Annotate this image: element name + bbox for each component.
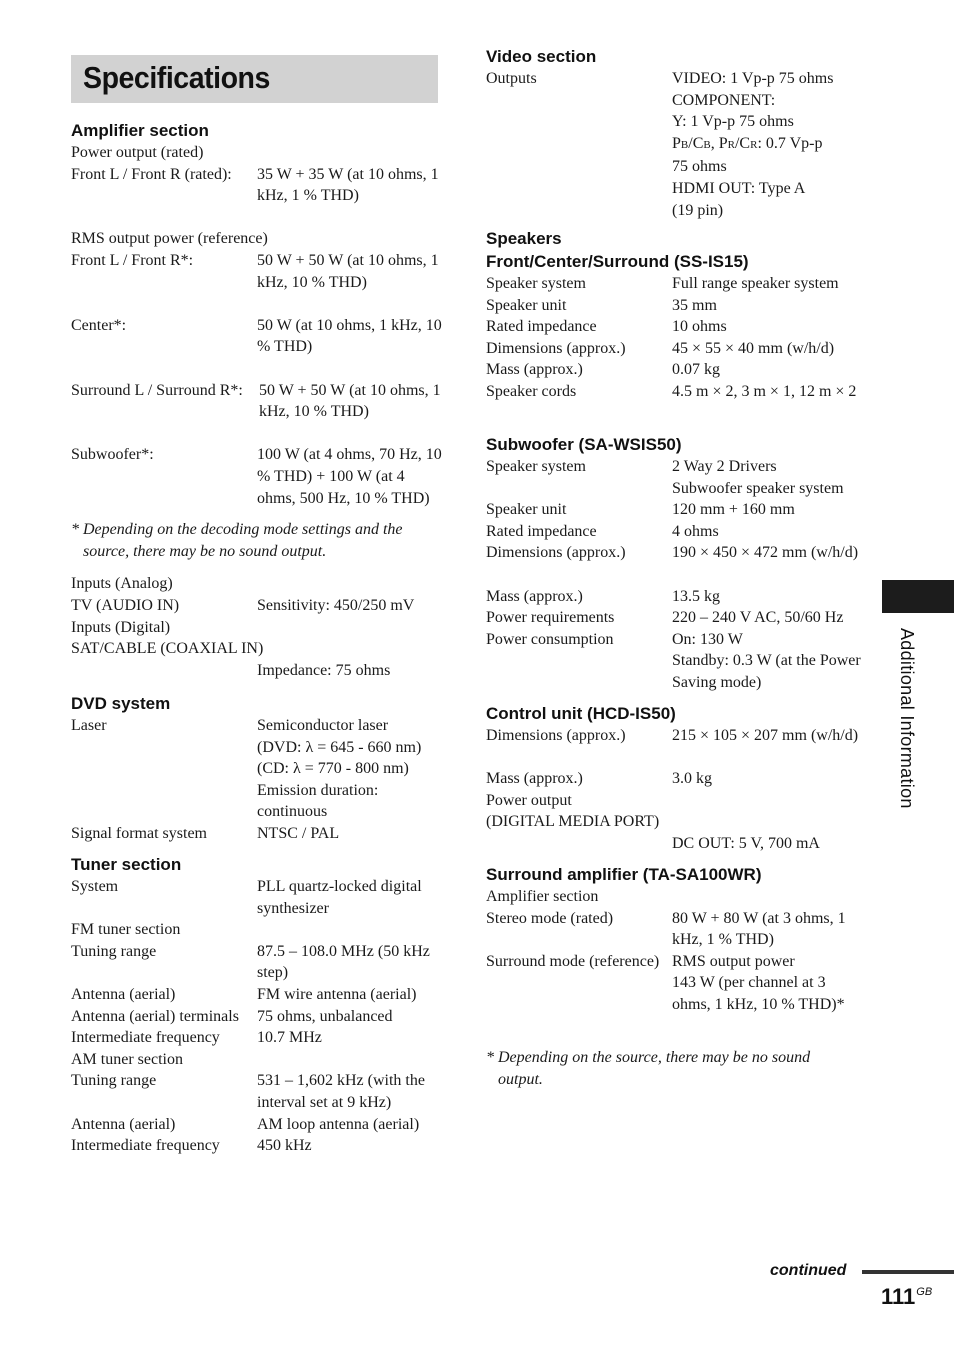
value-line: Subwoofer speaker system [672, 479, 844, 497]
video-section [486, 45, 866, 219]
spec-row-power-req [486, 607, 866, 629]
spec-row-sub-system [486, 456, 866, 499]
spec-key: Tuning range [71, 942, 157, 960]
dvd-heading: DVD system [71, 694, 171, 713]
spec-value: 75 ohms, unbalanced [257, 1007, 393, 1025]
continued-rule [862, 1270, 954, 1274]
output-line: PB/CB, PR/CR: 0.7 Vp-p [672, 134, 823, 152]
spec-row-am-range [71, 1070, 451, 1113]
page-number: $111^{GB}$ [881, 1284, 933, 1309]
spec-value: 50 W + 50 W (at 10 ohms, 1 kHz, 10 % THD) [257, 251, 439, 291]
spec-key: Power consumption [486, 630, 614, 648]
spec-key: Signal format system [71, 825, 207, 842]
spec-row-laser [71, 715, 451, 823]
spec-key: Mass (approx.) [486, 587, 583, 605]
spec-key: Speaker cords [486, 382, 577, 400]
value-line: RMS output power [672, 952, 795, 970]
note-line: output. [498, 1070, 543, 1088]
note-line: source, there may be no sound output. [83, 542, 327, 560]
spec-row-ctrl-dimensions [486, 725, 866, 768]
output-line: (19 pin) [672, 201, 724, 219]
output-line: HDMI OUT: Type A [672, 179, 806, 197]
value-line: 143 W (per channel at 3 ohms, 1 kHz, 10 % THD)* [672, 974, 845, 1013]
inputs-analog-label: Inputs (Analog) [71, 575, 173, 593]
spec-key: Speaker unit [486, 501, 567, 519]
spec-key: Intermediate frequency [71, 1029, 220, 1047]
spec-value: 35 mm [672, 296, 717, 314]
spec-row-surround [71, 380, 451, 445]
spec-row-fm-if [71, 1027, 451, 1049]
spec-row-rated-impedance [486, 316, 866, 338]
spec-value: Impedance: 75 ohms [257, 661, 391, 679]
spec-row-fm-range [71, 941, 451, 984]
spec-row-surround-mode [486, 951, 866, 1037]
spec-key: Antenna (aerial) terminals [71, 1007, 239, 1025]
page-title: Specifications [83, 60, 270, 95]
side-tab-label: Additional Information [897, 628, 917, 809]
spec-row-fm-terminals [71, 1006, 451, 1028]
spec-key: Front L / Front R (rated): [71, 165, 232, 183]
spec-key: TV (AUDIO IN) [71, 596, 180, 614]
spec-value [672, 629, 866, 694]
value-line: Standby: 0.3 W (at the Power Saving mode) [672, 652, 861, 691]
spec-value [672, 951, 852, 1016]
surround-amplifier-section [486, 863, 866, 1090]
output-line: 75 ohms [672, 158, 727, 176]
control-unit-section [486, 702, 866, 855]
spec-key: Speaker system [486, 458, 586, 475]
dvd-section [71, 692, 451, 845]
spec-key: Surround mode (reference) [486, 952, 660, 970]
spec-key: Front L / Front R*: [71, 251, 194, 269]
spec-value: 215 × 105 × 207 mm (w/h/d) [672, 727, 859, 744]
spec-row-sub-unit [486, 499, 866, 521]
spec-value: 0.07 kg [672, 361, 720, 379]
spec-value: 10.7 MHz [257, 1029, 322, 1047]
spec-value: 50 W (at 10 ohms, 1 kHz, 10 % THD) [257, 316, 442, 356]
spec-row-system [71, 876, 451, 919]
spec-row-sub-dimensions [486, 542, 866, 585]
spec-row-am-if [71, 1135, 451, 1157]
amplifier-heading: Amplifier section [71, 121, 209, 140]
spec-value: NTSC / PAL [257, 825, 340, 842]
spec-key: Surround L / Surround R*: [71, 381, 243, 399]
spec-key: Dimensions (approx.) [486, 544, 626, 562]
spec-key: Intermediate frequency [71, 1137, 220, 1155]
spec-row-speaker-unit [486, 295, 866, 317]
sat-cable-label: SAT/CABLE (COAXIAL IN) [71, 640, 264, 658]
continued-label: continued [770, 1262, 847, 1279]
speakers-section [486, 227, 866, 424]
spec-key: Outputs [486, 70, 537, 87]
spec-row-speaker-system [486, 273, 866, 295]
spec-row-sub-mass [486, 586, 866, 608]
spec-value: Full range speaker system [672, 275, 839, 292]
spec-key: Mass (approx.) [486, 770, 583, 788]
spec-value: 3.0 kg [672, 770, 712, 788]
laser-line: (DVD: λ = 645 - 660 nm) [257, 738, 422, 756]
spec-key: Antenna (aerial) [71, 1115, 176, 1133]
note-line: * Depending on the decoding mode settings and the [71, 521, 403, 539]
video-heading: Video section [486, 47, 597, 66]
spec-value: DC OUT: 5 V, 700 mA [672, 834, 820, 852]
speakers-subheading: Front/Center/Surround (SS-IS15) [486, 252, 749, 271]
am-section-label: AM tuner section [71, 1050, 183, 1068]
spec-key: Tuning range [71, 1072, 157, 1090]
surround-amplifier-heading: Surround amplifier (TA-SA100WR) [486, 865, 762, 884]
spec-key: Stereo mode (rated) [486, 909, 614, 927]
amplifier-footnote [71, 519, 451, 562]
spec-value: 4.5 m × 2, 3 m × 1, 12 m × 2 [672, 382, 857, 400]
spec-value: 13.5 kg [672, 587, 720, 605]
spec-value: 4 ohms [672, 522, 719, 540]
spec-value: 220 – 240 V AC, 50/60 Hz [672, 609, 844, 627]
subwoofer-heading: Subwoofer (SA-WSIS50) [486, 435, 682, 454]
control-unit-heading: Control unit (HCD-IS50) [486, 704, 676, 723]
spec-row-ctrl-mass [486, 768, 866, 790]
page-suffix: GB [916, 1286, 933, 1298]
spec-value [672, 456, 866, 499]
side-tab-marker [882, 580, 954, 613]
rms-output-label: RMS output power (reference) [71, 230, 268, 248]
laser-line: Emission duration: continuous [257, 781, 379, 821]
sa-amp-section-label: Amplifier section [486, 888, 599, 905]
power-output-label: Power output (rated) [71, 144, 204, 161]
spec-row-stereo [486, 908, 866, 951]
spec-row-cords [486, 381, 866, 424]
fm-section-label: FM tuner section [71, 921, 181, 939]
spec-key: Rated impedance [486, 318, 597, 336]
spec-row-dc-out [486, 833, 866, 855]
output-line: Y: 1 Vp-p 75 ohms [672, 113, 794, 131]
tuner-heading: Tuner section [71, 855, 182, 874]
spec-value: AM loop antenna (aerial) [257, 1115, 420, 1133]
spec-row-sub-impedance [486, 521, 866, 543]
spec-value: Sensitivity: 450/250 mV [257, 596, 415, 614]
spec-key: System [71, 878, 119, 895]
spec-row-subwoofer [71, 444, 451, 509]
spec-row-fm-antenna [71, 984, 451, 1006]
spec-row-signal [71, 823, 451, 845]
ctrl-port-label: (DIGITAL MEDIA PORT) [486, 813, 660, 831]
spec-key: Center*: [71, 316, 127, 334]
laser-line: (CD: λ = 770 - 800 nm) [257, 760, 409, 778]
inputs-digital-label: Inputs (Digital) [71, 618, 171, 636]
spec-key: Laser [71, 717, 107, 734]
spec-key: Rated impedance [486, 522, 597, 540]
value-line: On: 130 W [672, 630, 743, 648]
spec-value [257, 715, 447, 823]
spec-value: 10 ohms [672, 318, 727, 336]
spec-row-outputs [486, 68, 866, 219]
spec-value: 35 W + 35 W (at 10 ohms, 1 kHz, 1 % THD) [257, 165, 439, 205]
subwoofer-section [486, 433, 866, 694]
spec-row-dimensions [486, 338, 866, 360]
page-title-banner [71, 55, 438, 103]
spec-value [672, 68, 866, 221]
spec-value: FM wire antenna (aerial) [257, 985, 417, 1003]
value-line: 2 Way 2 Drivers [672, 458, 777, 475]
spec-key: Dimensions (approx.) [486, 727, 626, 744]
amplifier-section [71, 119, 451, 681]
spec-value: 100 W (at 4 ohms, 70 Hz, 10 % THD) + 100 W (at 4 ohms, 500 Hz, 10 % THD) [257, 446, 442, 507]
spec-value: 450 kHz [257, 1137, 312, 1155]
spec-row-front-rms [71, 250, 451, 315]
spec-row-power-cons [486, 629, 866, 694]
speakers-heading: Speakers [486, 229, 562, 248]
spec-key: Speaker unit [486, 296, 567, 314]
spec-row-impedance [71, 660, 451, 682]
spec-value: 80 W + 80 W (at 3 ohms, 1 kHz, 1 % THD) [672, 909, 846, 949]
spec-value: 531 – 1,602 kHz (with the interval set at 9 kHz) [257, 1072, 425, 1111]
spec-key: Subwoofer*: [71, 446, 154, 464]
spec-value: 120 mm + 160 mm [672, 501, 795, 519]
spec-row-mass [486, 359, 866, 381]
tuner-section [71, 853, 451, 1157]
ctrl-power-output-label: Power output [486, 791, 572, 809]
spec-row-am-antenna [71, 1114, 451, 1136]
spec-value: 87.5 – 108.0 MHz (50 kHz step) [257, 942, 430, 982]
spec-key: Mass (approx.) [486, 361, 583, 379]
spec-key: Antenna (aerial) [71, 985, 176, 1003]
spec-key: Power requirements [486, 609, 615, 627]
spec-row-tv [71, 595, 451, 617]
laser-line: Semiconductor laser [257, 717, 389, 734]
note-line: * Depending on the source, there may be no sound [486, 1049, 811, 1067]
surround-footnote [486, 1047, 866, 1090]
output-line: COMPONENT: [672, 91, 776, 109]
spec-row-front-rated [71, 164, 451, 229]
spec-row-center [71, 315, 451, 380]
spec-value: 45 × 55 × 40 mm (w/h/d) [672, 339, 835, 357]
spec-key: Speaker system [486, 275, 586, 292]
spec-key: Dimensions (approx.) [486, 339, 626, 357]
spec-value: 190 × 450 × 472 mm (w/h/d) [672, 544, 859, 562]
spec-value: 50 W + 50 W (at 10 ohms, 1 kHz, 10 % THD) [259, 381, 441, 421]
spec-value: PLL quartz-locked digital synthesizer [257, 878, 422, 917]
output-line: VIDEO: 1 Vp-p 75 ohms [672, 70, 834, 87]
